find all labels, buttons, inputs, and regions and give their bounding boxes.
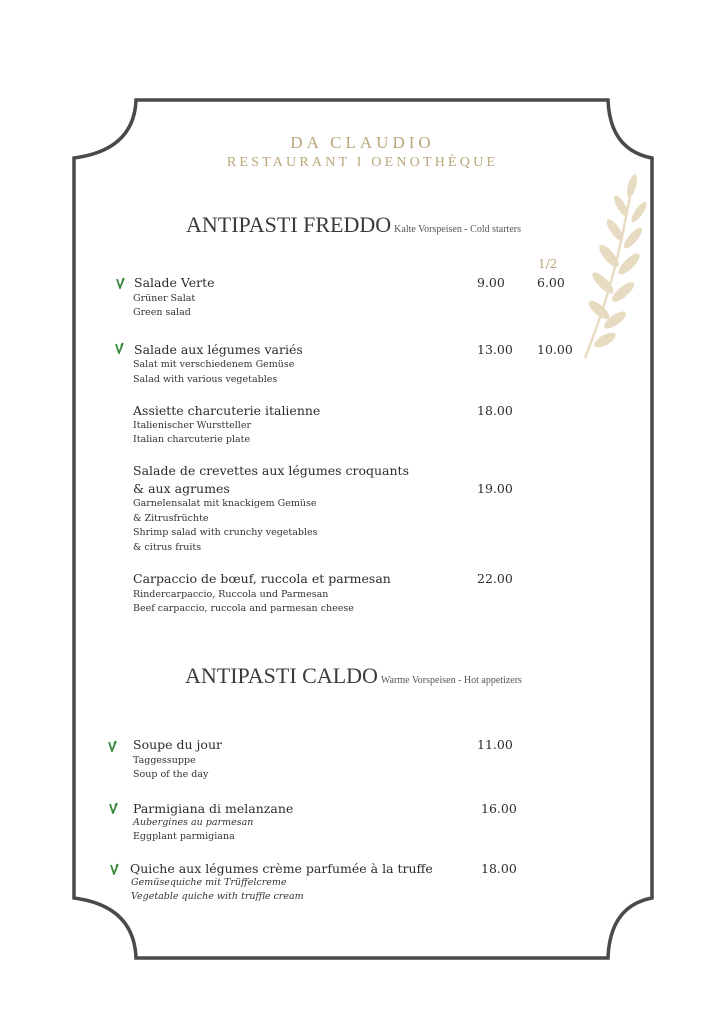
menu-item-name: Salade Verte (134, 275, 215, 290)
menu-item-desc-en: Salad with various vegetables (133, 374, 278, 385)
menu-item-price: 13.00 (477, 342, 513, 357)
vegetarian-icon (113, 342, 125, 354)
menu-item-desc-en: Beef carpaccio, ruccola and parmesan cheese (133, 603, 354, 614)
menu-item-desc-en: Vegetable quiche with truffle cream (131, 891, 304, 902)
menu-item-desc-en: Italian charcuterie plate (133, 434, 251, 445)
menu-item-price: 18.00 (477, 403, 513, 418)
menu-item-desc-de: Grüner Salat (133, 293, 196, 304)
wheat-branch-decoration (575, 168, 655, 363)
menu-item-desc-en: & citrus fruits (133, 542, 202, 553)
menu-item-desc-de: Italienischer Wurstteller (133, 420, 251, 431)
menu-item-desc-en: Soup of the day (133, 769, 209, 780)
menu-item-desc-de: Rindercarpaccio, Ruccola und Parmesan (133, 589, 329, 600)
menu-item-desc-de: Garnelensalat mit knackigem Gemüse (133, 498, 317, 509)
menu-item-desc-de: Taggessuppe (133, 755, 196, 766)
menu-item-name: Salade aux légumes variés (134, 342, 303, 357)
menu-item-desc-de: Salat mit verschiedenem Gemüse (133, 359, 295, 370)
menu-item-name: Quiche aux légumes crème parfumée à la truffe (130, 861, 433, 876)
menu-item-price: 18.00 (481, 861, 517, 876)
menu-item-price: 19.00 (477, 481, 513, 496)
menu-item-price: 11.00 (477, 737, 513, 752)
menu-item-desc-fr: Aubergines au parmesan (133, 817, 254, 828)
menu-item-name: Carpaccio de bœuf, ruccola et parmesan (133, 571, 391, 586)
vegetarian-icon (106, 740, 118, 752)
menu-item-half-price: 6.00 (537, 275, 565, 290)
section-title-hot (185, 663, 522, 689)
menu-item-name: Assiette charcuterie italienne (133, 403, 321, 418)
menu-item-name-line1: Salade de crevettes aux légumes croquants (133, 463, 409, 478)
section-subheading: Kalte Vorspeisen - Cold starters (394, 224, 521, 235)
section-heading: ANTIPASTI CALDO (185, 663, 378, 688)
menu-item-name-line2: & aux agrumes (133, 481, 230, 496)
vegetarian-icon (108, 863, 120, 875)
menu-item-desc-en: Green salad (133, 307, 191, 318)
vegetarian-icon (114, 277, 126, 289)
menu-item-price: 9.00 (477, 275, 505, 290)
menu-item-desc-de: & Zitrusfrüchte (133, 513, 209, 524)
menu-item-name: Soupe du jour (133, 737, 222, 752)
menu-item-desc-en: Eggplant parmigiana (133, 831, 235, 842)
section-subheading: Warme Vorspeisen - Hot appetizers (380, 675, 522, 686)
menu-item-name: Parmigiana di melanzane (133, 801, 294, 816)
menu-item-price: 16.00 (481, 801, 517, 816)
menu-item-half-price: 10.00 (537, 342, 573, 357)
menu-item-desc-en: Shrimp salad with crunchy vegetables (133, 527, 318, 538)
menu-item-desc-de: Gemüsequiche mit Trüffelcreme (131, 877, 287, 888)
restaurant-name: DA CLAUDIO (290, 133, 435, 152)
restaurant-subtitle: RESTAURANT I OENOTHÈQUE (226, 155, 499, 170)
section-title-cold (186, 212, 521, 238)
section-heading: ANTIPASTI FREDDO (186, 212, 392, 237)
half-portion-header: 1/2 (538, 257, 558, 271)
vegetarian-icon (107, 802, 119, 814)
menu-item-price: 22.00 (477, 571, 513, 586)
